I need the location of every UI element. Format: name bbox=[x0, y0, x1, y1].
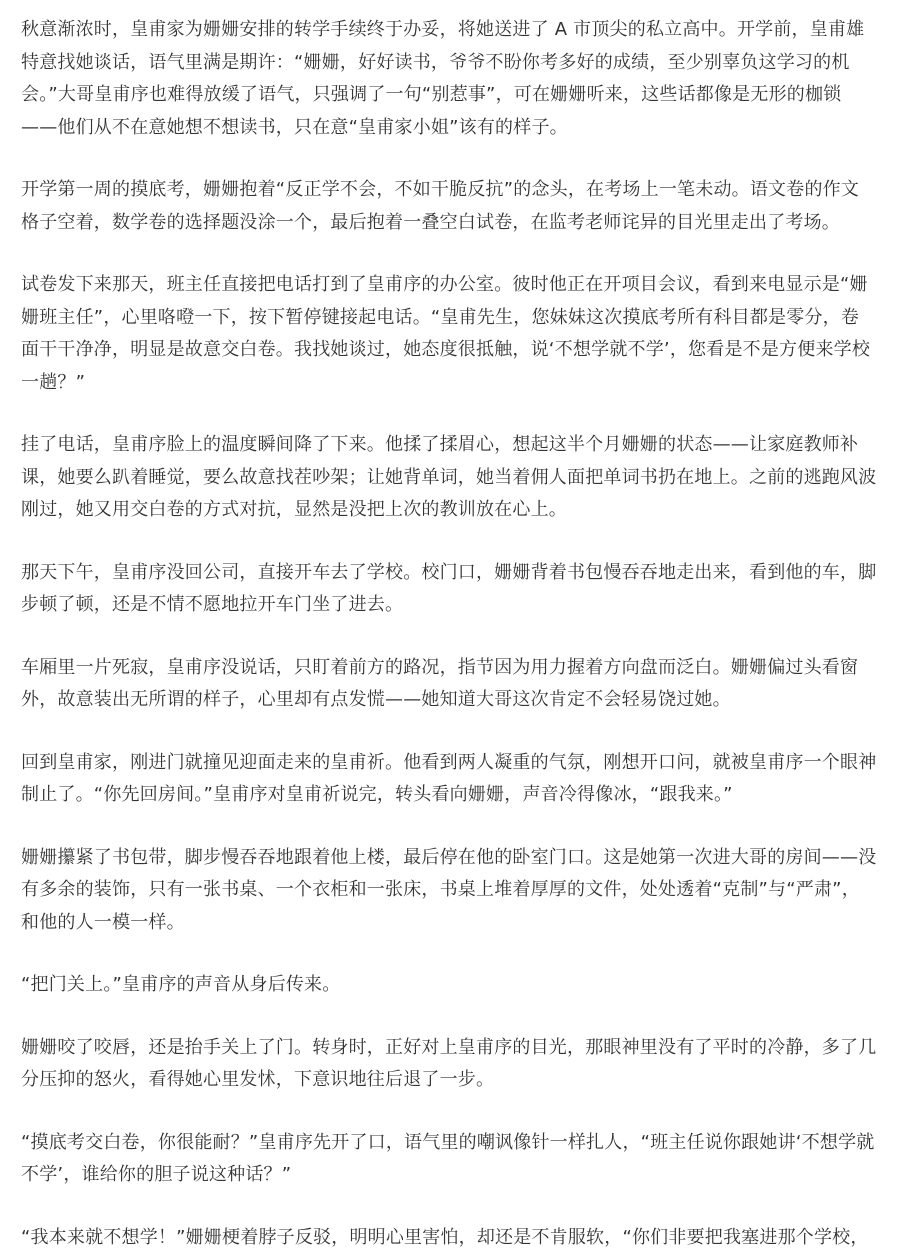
paragraph-11: “摸底考交白卷，你很能耐？”皇甫序先开了口，语气里的嘲讽像针一样扎人，“班主任说你跟她讲‘不想学就不学’，谁给你的胆子说这种话？” bbox=[21, 1127, 877, 1192]
paragraph-8: 姗姗攥紧了书包带，脚步慢吞吞地跟着他上楼，最后停在他的卧室门口。这是她第一次进大哥的房间——没有多余的装饰，只有一张书桌、一个衣柜和一张床，书桌上堆着厚厚的文件，处处透着“克制”与“严肃”，和他的人一模一样。 bbox=[21, 842, 877, 940]
paragraph-6: 车厢里一片死寂，皇甫序没说话，只盯着前方的路况，指节因为用力握着方向盘而泛白。姗姗偏过头看窗外，故意装出无所谓的样子，心里却有点发慌——她知道大哥这次肯定不会轻易饶过她。 bbox=[21, 652, 877, 717]
paragraph-5: 那天下午，皇甫序没回公司，直接开车去了学校。校门口，姗姗背着书包慢吞吞地走出来，看到他的车，脚步顿了顿，还是不情不愿地拉开车门坐了进去。 bbox=[21, 557, 877, 622]
paragraph-7: 回到皇甫家，刚进门就撞见迎面走来的皇甫祈。他看到两人凝重的气氛，刚想开口问，就被皇甫序一个眼神制止了。“你先回房间。”皇甫序对皇甫祈说完，转头看向姗姗，声音冷得像冰，“跟我来。” bbox=[21, 747, 877, 812]
paragraph-10: 姗姗咬了咬唇，还是抬手关上了门。转身时，正好对上皇甫序的目光，那眼神里没有了平时的冷静，多了几分压抑的怒火，看得她心里发怵，下意识地往后退了一步。 bbox=[21, 1032, 877, 1097]
paragraph-4: 挂了电话，皇甫序脸上的温度瞬间降了下来。他揉了揉眉心，想起这半个月姗姗的状态——让家庭教师补课，她要么趴着睡觉，要么故意找茬吵架；让她背单词，她当着佣人面把单词书扔在地上。之前的逃跑风波刚过，她又用交白卷的方式对抗，显然是没把上次的教训放在心上。 bbox=[21, 429, 877, 527]
paragraph-2: 开学第一周的摸底考，姗姗抱着“反正学不会，不如干脆反抗”的念头，在考场上一笔未动。语文卷的作文格子空着，数学卷的选择题没涂一个，最后抱着一叠空白试卷，在监考老师诧异的目光里走出了考场。 bbox=[21, 174, 877, 239]
paragraph-9: “把门关上。”皇甫序的声音从身后传来。 bbox=[21, 969, 877, 1002]
paragraph-12: “我本来就不想学！”姗姗梗着脖子反驳，明明心里害怕，却还是不肯服软，“你们非要把我塞进那个学校， bbox=[21, 1222, 877, 1254]
paragraph-3: 试卷发下来那天，班主任直接把电话打到了皇甫序的办公室。彼时他正在开项目会议，看到来电显示是“姗姗班主任”，心里咯噔一下，按下暂停键接起电话。“皇甫先生，您妹妹这次摸底考所有科目都是零分，卷面干干净净，明显是故意交白卷。我找她谈过，她态度很抵触，说‘不想学就不学’，您看是不是方便来学校一趟？” bbox=[21, 269, 877, 399]
paragraph-1: 秋意渐浓时，皇甫家为姗姗安排的转学手续终于办妥，将她送进了 A 市顶尖的私立高中。开学前，皇甫雄特意找她谈话，语气里满是期许：“姗姗，好好读书，爷爷不盼你考多好的成绩，至少别辜负这学习的机会。”大哥皇甫序也难得放缓了语气，只强调了一句“别惹事”，可在姗姗听来，这些话都像是无形的枷锁——他们从不在意她想不想读书，只在意“皇甫家小姐”该有的样子。 bbox=[21, 14, 877, 144]
